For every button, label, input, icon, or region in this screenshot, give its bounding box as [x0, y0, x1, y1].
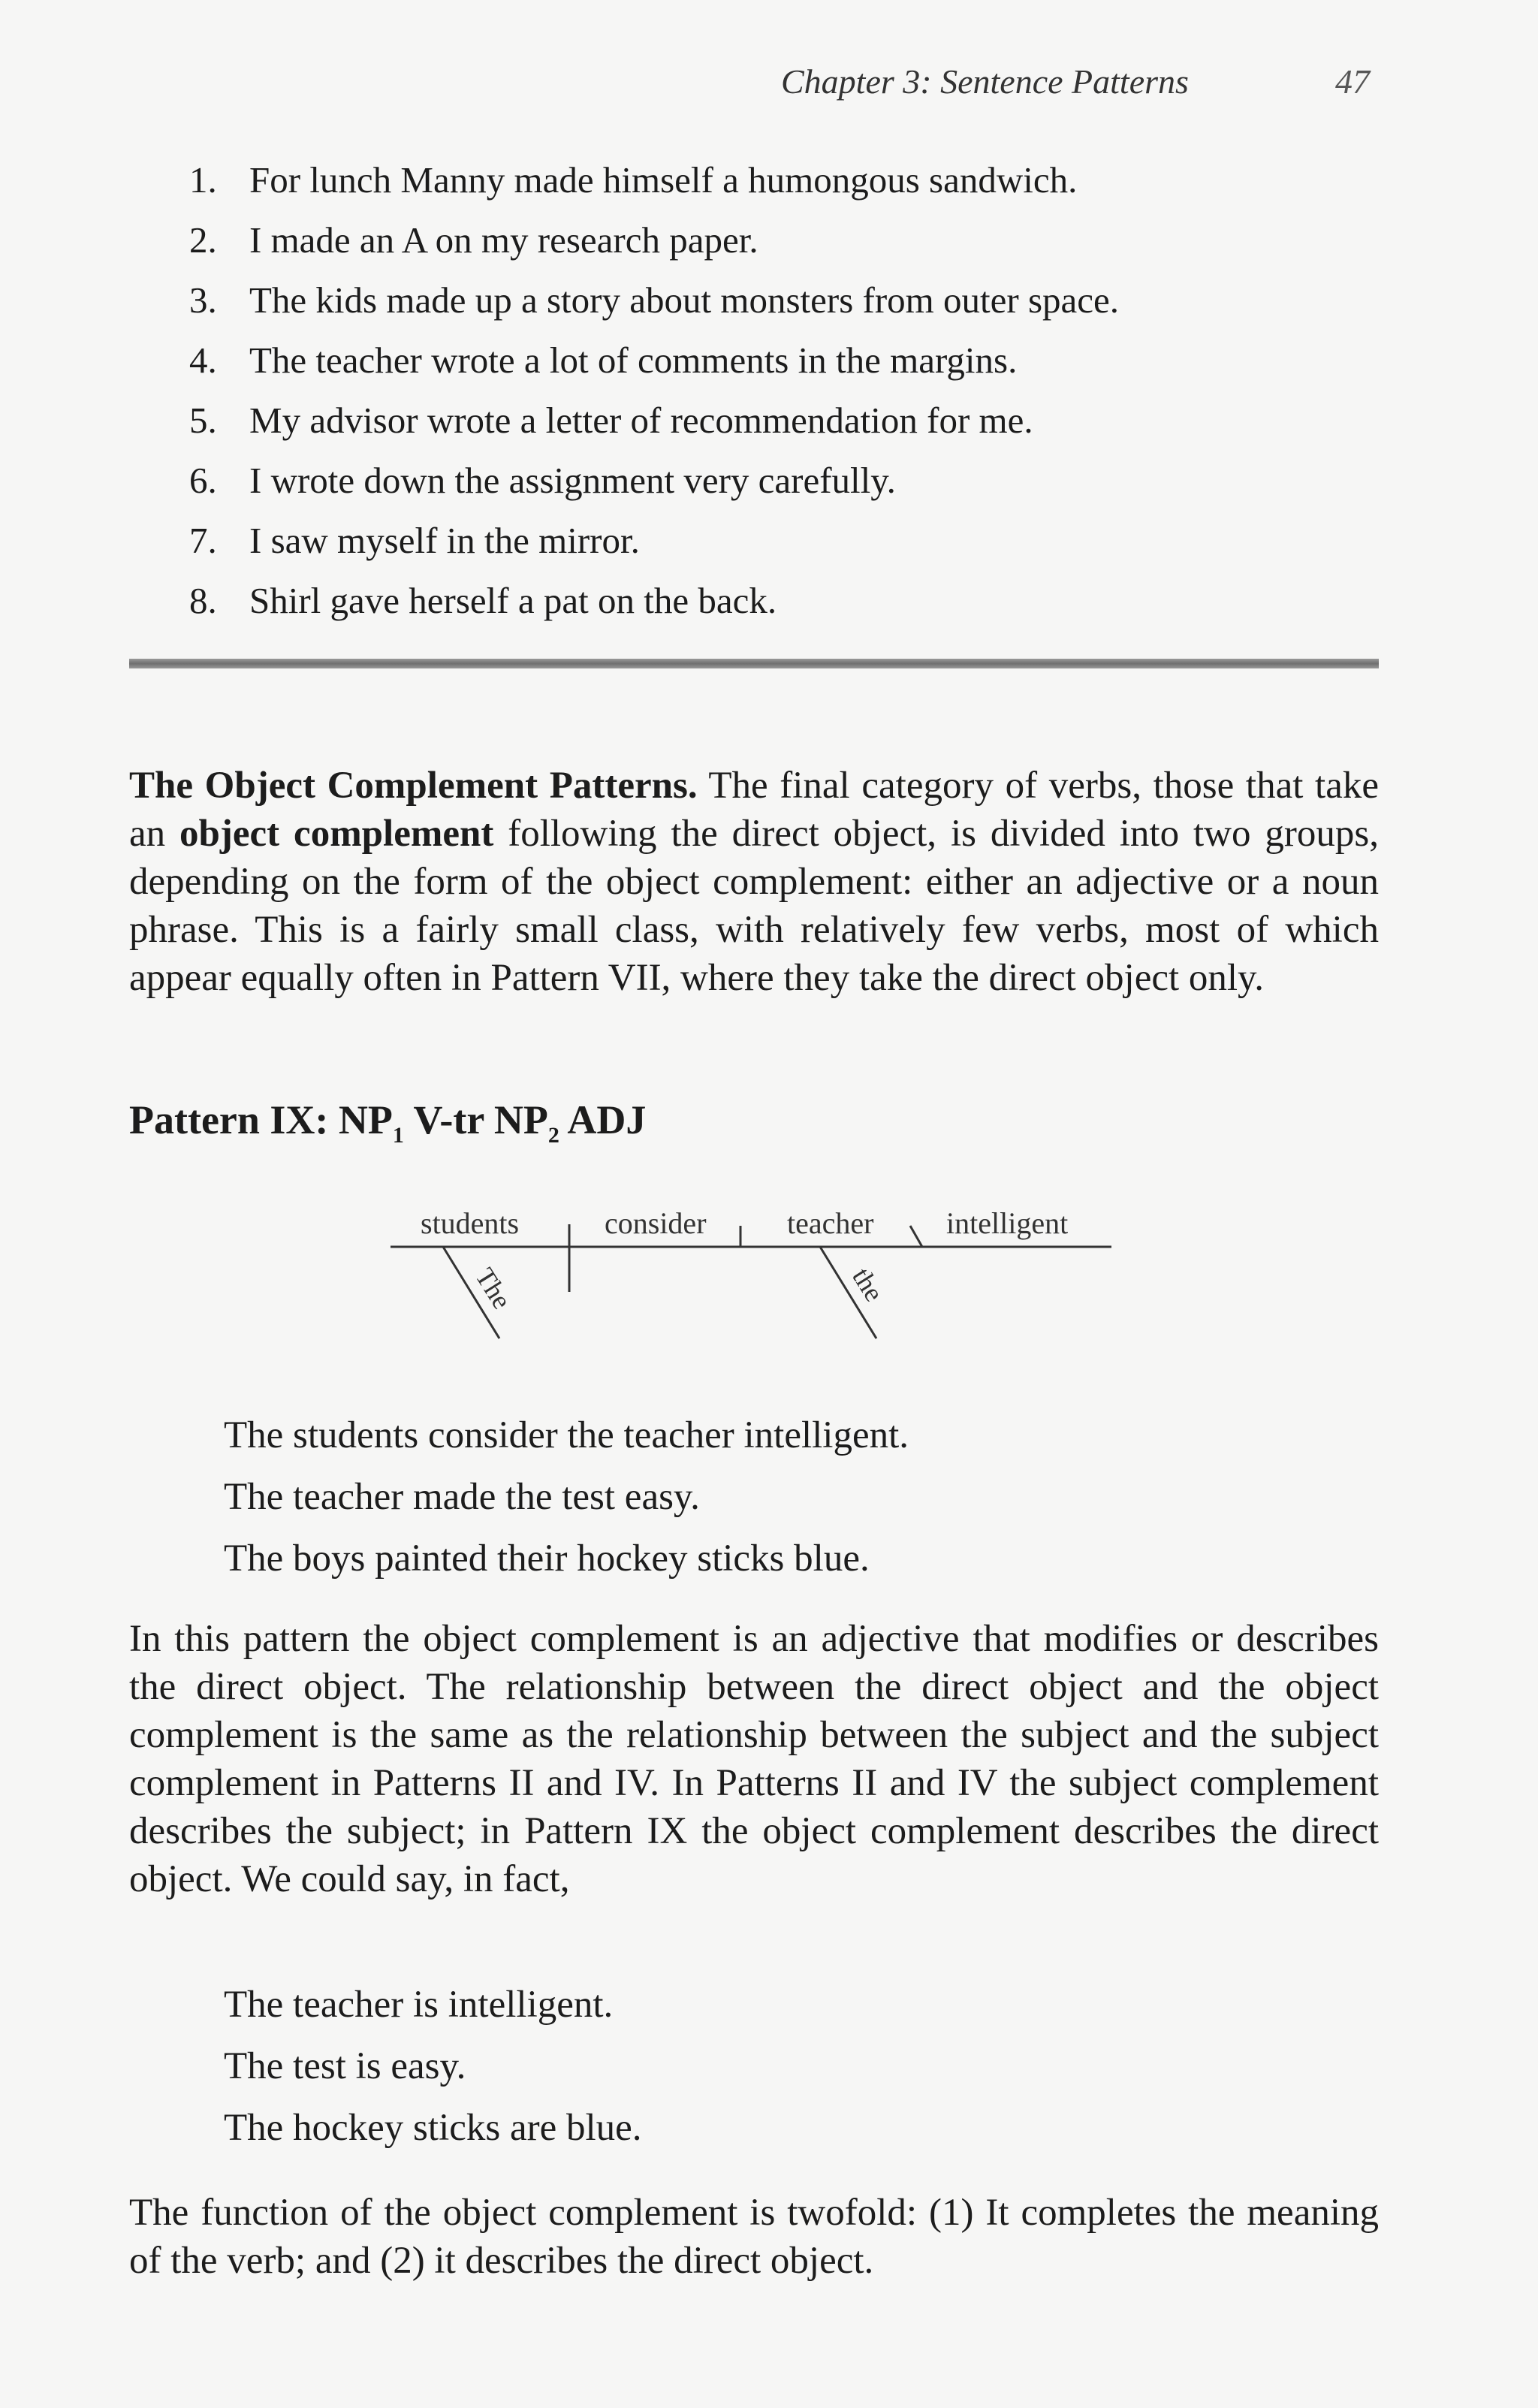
- diagram-direct-object: teacher: [787, 1206, 874, 1240]
- sentence-diagram: [391, 1194, 1126, 1371]
- term-object-complement: object complement: [179, 813, 494, 855]
- example-sentences: [224, 1405, 909, 1589]
- body-paragraph: In this pattern the object complement is an adjective that modifies or describes the direct object. The relationship between the direct object and the object complement is the same as the relationship between the subject and the subject complement in Patterns II and IV. In Patterns II and IV the subject complement describes the subject; in Pattern IX the object complement describes the direct object. We could say, in fact,: [129, 1618, 1379, 1900]
- list-item: 8. Shirl gave herself a pat on the back.: [189, 580, 777, 621]
- example-sentence: The hockey sticks are blue.: [224, 2107, 642, 2149]
- diagram-subject: students: [421, 1206, 520, 1240]
- example-sentence: The teacher is intelligent.: [224, 1984, 614, 2026]
- running-title: Chapter 3: Sentence Patterns: [781, 62, 1189, 101]
- exercise-list: [189, 150, 1119, 631]
- example-sentence: The teacher made the test easy.: [224, 1476, 700, 1518]
- list-item: 3. The kids made up a story about monsters from outer space.: [189, 279, 1120, 321]
- list-item: 5. My advisor wrote a letter of recommendation for me.: [189, 400, 1033, 441]
- example-sentence: The students consider the teacher intelligent.: [224, 1414, 909, 1456]
- intro-paragraph: The Object Complement Patterns. The final category of verbs, those that take an object complement following the direct object, is divided into two groups, depending on the form of the object complement: either an adjective or a noun phrase. This is a fairly small class, with relatively few verbs, most of which appear equally often in Pattern VII, where they take the direct object only.: [129, 765, 1380, 999]
- list-item: 6. I wrote down the assignment very carefully.: [189, 460, 896, 501]
- diagram-object-modifier: the: [846, 1263, 890, 1307]
- page-number: 47: [1335, 62, 1370, 101]
- object-complement-divider: [910, 1226, 922, 1247]
- list-item: 2. I made an A on my research paper.: [189, 219, 758, 261]
- list-item: 4. The teacher wrote a lot of comments in the margins.: [189, 339, 1018, 381]
- section-divider: [129, 659, 1379, 668]
- example-sentence: The boys painted their hockey sticks blue.: [224, 1537, 870, 1580]
- example-sentences: [224, 1974, 642, 2159]
- diagram-object-complement: intelligent: [946, 1206, 1069, 1240]
- list-item: 1. For lunch Manny made himself a humongous sandwich.: [189, 159, 1078, 201]
- diagram-subject-modifier: The: [469, 1263, 517, 1314]
- diagram-verb: consider: [605, 1206, 707, 1240]
- list-item: 7. I saw myself in the mirror.: [189, 520, 640, 561]
- pattern-heading: Pattern IX: $NP_1$ V-tr $NP_2$ ADJ: [129, 1097, 647, 1148]
- diagram-svg: [391, 1194, 1126, 1367]
- body-paragraph: The function of the object complement is twofold: (1) It completes the meaning of the verb; and (2) it describes the direct object.: [129, 2192, 1379, 2282]
- example-sentence: The test is easy.: [224, 2045, 466, 2087]
- section-lead-title: The Object Complement Patterns.: [129, 765, 698, 807]
